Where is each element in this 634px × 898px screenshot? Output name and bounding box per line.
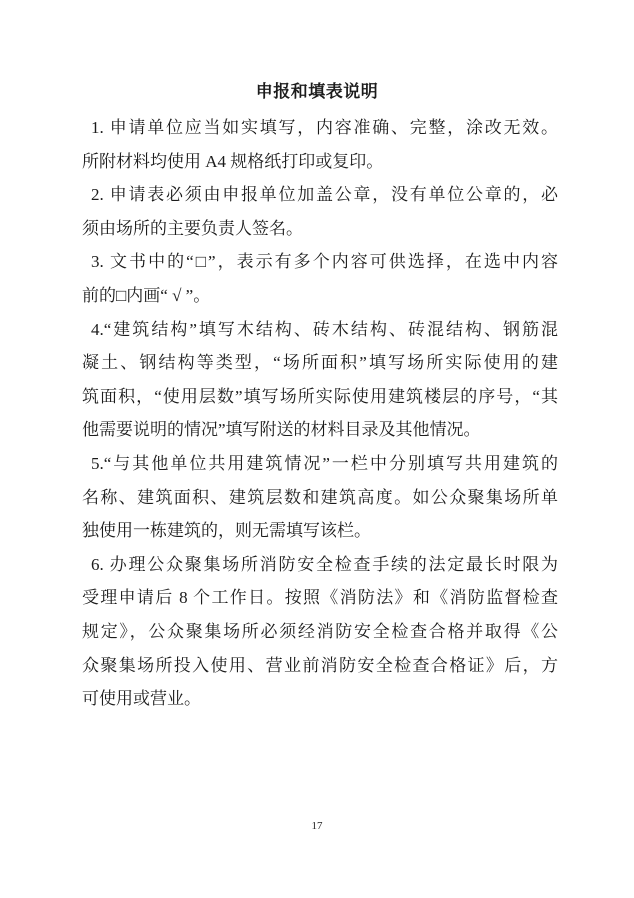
text-line: 筑面积，“使用层数”填写场所实际使用建筑楼层的序号，“其: [82, 386, 558, 406]
text-line: 名称、建筑面积、建筑层数和建筑高度。如公众聚集场所单: [82, 487, 558, 507]
text-line: 6. 办理公众聚集场所消防安全检查手续的法定最长时限为: [91, 554, 558, 574]
instruction-paragraph: [82, 313, 558, 447]
page-title: 申报和填表说明: [255, 82, 379, 101]
instruction-paragraph: [82, 178, 558, 245]
text-line: 众聚集场所投入使用、营业前消防安全检查合格证》后，方: [82, 655, 558, 675]
document-body: [82, 111, 558, 716]
text-line: 须由场所的主要负责人签名。: [82, 218, 303, 238]
instruction-paragraph: [82, 548, 558, 716]
text-line: 规定》，公众聚集场所必须经消防安全检查合格并取得《公: [82, 621, 558, 641]
instruction-paragraph: [82, 447, 558, 548]
text-line: 2. 申请表必须由申报单位加盖公章，没有单位公章的，必: [91, 185, 558, 205]
text-line: 4.“建筑结构”填写木结构、砖木结构、砖混结构、钢筋混: [91, 319, 558, 339]
instruction-paragraph: [82, 245, 558, 312]
text-line: 独使用一栋建筑的，则无需填写该栏。: [82, 521, 371, 541]
instruction-paragraph: [82, 111, 558, 178]
text-line: 所附材料均使用 A4 规格纸打印或复印。: [82, 151, 384, 171]
text-line: 受理申请后 8 个工作日。按照《消防法》和《消防监督检查: [82, 588, 558, 608]
text-line: 1. 申请单位应当如实填写，内容准确、完整，涂改无效。: [91, 118, 558, 137]
page-number: 17: [311, 820, 323, 832]
text-line: 他需要说明的情况”填写附送的材料目录及其他情况。: [82, 420, 481, 440]
text-line: 3. 文书中的“□”，表示有多个内容可供选择，在选中内容: [91, 252, 558, 272]
text-line: 可使用或营业。: [82, 689, 201, 709]
text-line: 5.“与其他单位共用建筑情况”一栏中分别填写共用建筑的: [91, 453, 558, 473]
text-line: 凝土、钢结构等类型，“场所面积”填写场所实际使用的建: [82, 353, 558, 373]
text-line: 前的□内画“ √ ”。: [82, 285, 211, 305]
